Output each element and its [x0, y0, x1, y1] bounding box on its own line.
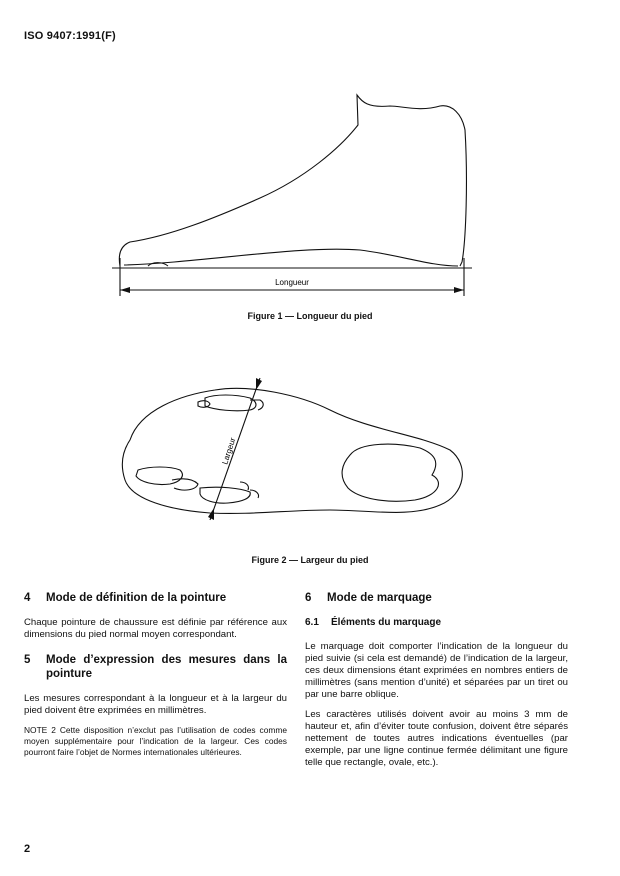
section-5-heading: 5 Mode d’expression des mesures dans la pointure	[24, 654, 287, 680]
width-dimension-line	[210, 378, 260, 520]
foot-profile-outline	[119, 95, 466, 266]
foot-plantar-outline	[122, 388, 462, 513]
length-label: Longueur	[275, 278, 309, 287]
section-6-1-paragraph-2: Les caractères utilisés doivent avoir au moins 3 mm de hauteur et, afin d’éviter toute confusion, doivent être séparés nettement de toutes autres indications éventuelles (par exemple, par une ligne continue fermée délimitant une figure telle que rectangle, ovale, etc.).	[305, 709, 568, 768]
foot-sole-line	[124, 249, 458, 266]
page-number: 2	[24, 843, 31, 855]
figure-1-caption: Figure 1 — Longueur du pied	[247, 311, 373, 321]
section-4	[24, 591, 287, 641]
heel-pad	[342, 444, 438, 501]
toes-upper	[205, 395, 256, 411]
section-4-text: Chaque pointure de chaussure est définie par référence aux dimensions du pied normal moyen correspondant.	[24, 617, 287, 640]
figure-2-foot-width	[110, 370, 470, 545]
right-column	[305, 591, 568, 777]
section-4-heading: 4 Mode de définition de la pointure	[24, 592, 227, 604]
section-6-1-heading: 6.1 Éléments du marquage	[305, 617, 442, 628]
left-column	[24, 591, 287, 770]
section-5-text: Les mesures correspondant à la longueur et à la largeur du pied doivent être exprimées en millimètres.	[24, 693, 287, 716]
document-header: ISO 9407:1991(F)	[24, 30, 116, 42]
figure-2-caption: Figure 2 — Largeur du pied	[251, 555, 369, 565]
section-6-1-paragraph-1: Le marquage doit comporter l’indication de la longueur du pied suivie (si cela est demandé) de l’indication de la largeur, ces deux dimensions étant exprimées en nombres entiers de millimètres (sans mention d’unité) et séparées par un tiret ou par une barre oblique.	[305, 641, 568, 700]
section-5	[24, 653, 287, 758]
figure-1-foot-length	[100, 90, 490, 305]
note-2: NOTE 2 Cette disposition n’exclut pas l’utilisation de codes comme moyen supplémentaire pour l’indication de la largeur. Ces codes pourront faire l’objet de Normes internationales ultérieures.	[24, 725, 287, 757]
section-6-heading: 6 Mode de marquage	[305, 592, 432, 604]
toes-lower	[136, 467, 182, 485]
width-label: Largeur	[220, 436, 238, 466]
